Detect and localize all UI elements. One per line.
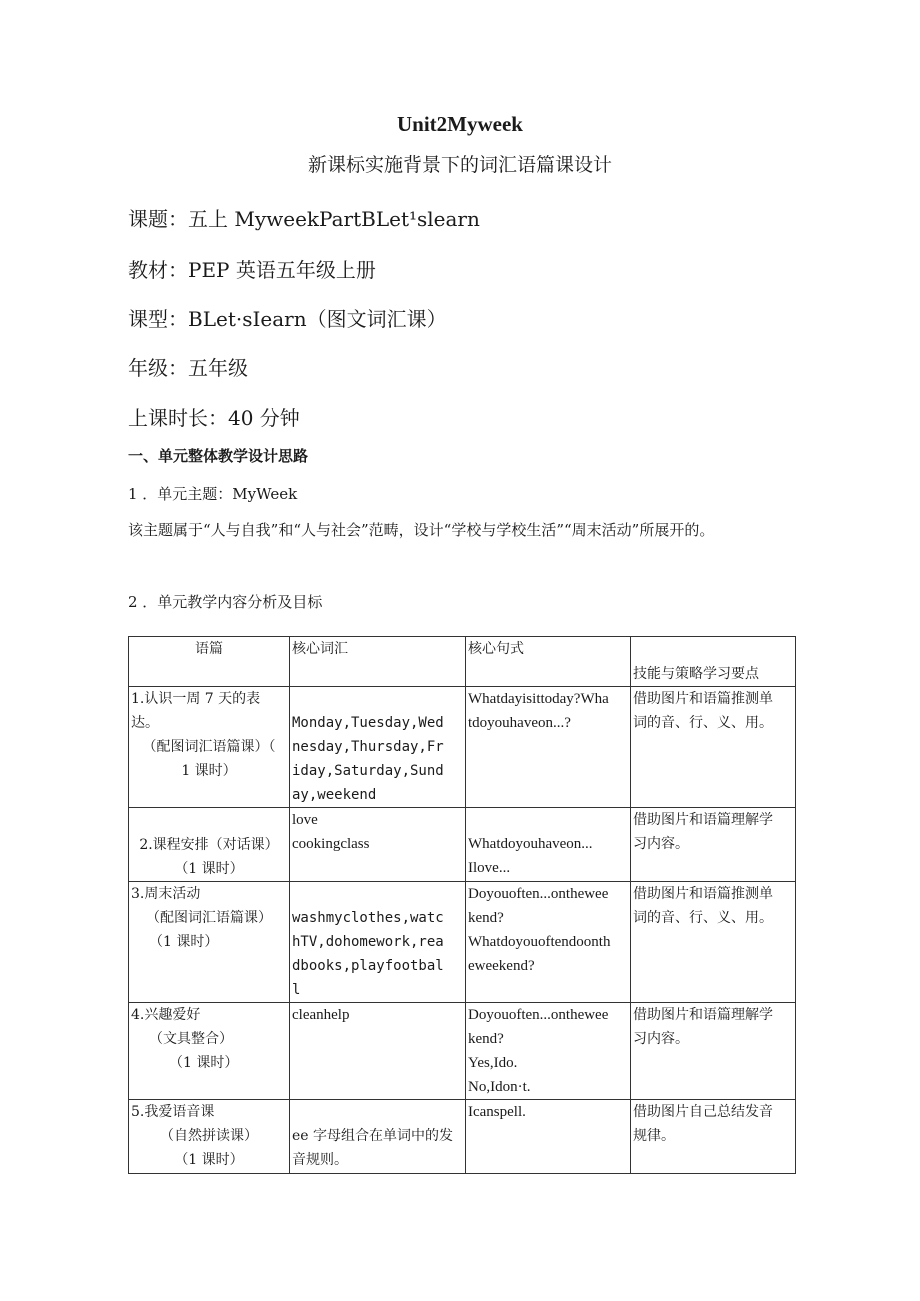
cell-vocab: love cookingclass (290, 808, 466, 882)
document-title: Unit2Myweek (397, 112, 523, 136)
document-subtitle: 新课标实施背景下的词汇语篇课设计 (307, 154, 612, 176)
cell-vocab: ee 字母组合在单词中的发 音规则。 (290, 1100, 466, 1174)
header-cell-sentence: 核心句式 (466, 637, 631, 687)
table-row (129, 1003, 796, 1100)
cell-passage: 1.认识一周 7 天的表 达。 （配图词汇语篇课）（ 1 课时） (129, 687, 290, 808)
cell-passage: 3.周末活动 （配图词汇语篇课） （1 课时） (129, 882, 290, 1003)
cell-sentence: Doyouoften...onthewee kend? Yes,Ido. No,Idon·t. (466, 1003, 631, 1100)
table-row (129, 1100, 796, 1174)
cell-passage: 2.课程安排（对话课） （1 课时） (129, 808, 290, 882)
header-cell-skill: 技能与策略学习要点 (631, 637, 796, 687)
section-item-2: 2 ．单元教学内容分析及目标 (128, 593, 323, 611)
section-item-1: 1 ．单元主题：MyWeek (128, 485, 298, 503)
table-row (129, 882, 796, 1003)
cell-skill: 借助图片自己总结发音 规律。 (631, 1100, 796, 1174)
cell-passage: 5.我爱语音课 （自然拼读课） （1 课时） (129, 1100, 290, 1174)
cell-sentence: Whatdoyouhaveon... Ilove... (466, 808, 631, 882)
cell-sentence: Whatdayisittoday?Wha tdoyouhaveon...? (466, 687, 631, 808)
meta-duration: 上课时长：40 分钟 (128, 406, 300, 430)
meta-textbook: 教材：PEP 英语五年级上册 (128, 258, 376, 282)
table-row (129, 687, 796, 808)
table-header-row (129, 637, 796, 687)
header-cell-passage: 语篇 (129, 637, 290, 687)
meta-grade: 年级：五年级 (128, 356, 248, 380)
header-cell-vocab: 核心词汇 (290, 637, 466, 687)
cell-sentence: Doyouoften...onthewee kend? Whatdoyouoftendoonth eweekend? (466, 882, 631, 1003)
cell-vocab: cleanhelp (290, 1003, 466, 1100)
cell-vocab: Monday,Tuesday,Wed nesday,Thursday,Fr iday,Saturday,Sund ay,weekend (290, 687, 466, 808)
cell-skill: 借助图片和语篇推测单 词的音、行、义、用。 (631, 882, 796, 1003)
cell-skill: 借助图片和语篇理解学 习内容。 (631, 1003, 796, 1100)
section-paragraph: 该主题属于“人与自我”和“人与社会”范畴，设计“学校与学校生活”“周末活动”所展开的。 (128, 521, 715, 539)
cell-passage: 4.兴趣爱好 （文具整合） （1 课时） (129, 1003, 290, 1100)
meta-topic: 课题：五上 MyweekPartBLet¹slearn (128, 207, 480, 231)
cell-sentence: Icanspell. (466, 1100, 631, 1174)
cell-skill: 借助图片和语篇理解学 习内容。 (631, 808, 796, 882)
unit-content-table (128, 636, 796, 1174)
meta-lesson-type: 课型：BLet·sIearn（图文词汇课） (128, 307, 447, 331)
cell-skill: 借助图片和语篇推测单 词的音、行、义、用。 (631, 687, 796, 808)
section-heading: 一、单元整体教学设计思路 (128, 447, 309, 465)
table-row (129, 808, 796, 882)
cell-vocab: washmyclothes,watc hTV,dohomework,rea dbooks,playfootbal l (290, 882, 466, 1003)
